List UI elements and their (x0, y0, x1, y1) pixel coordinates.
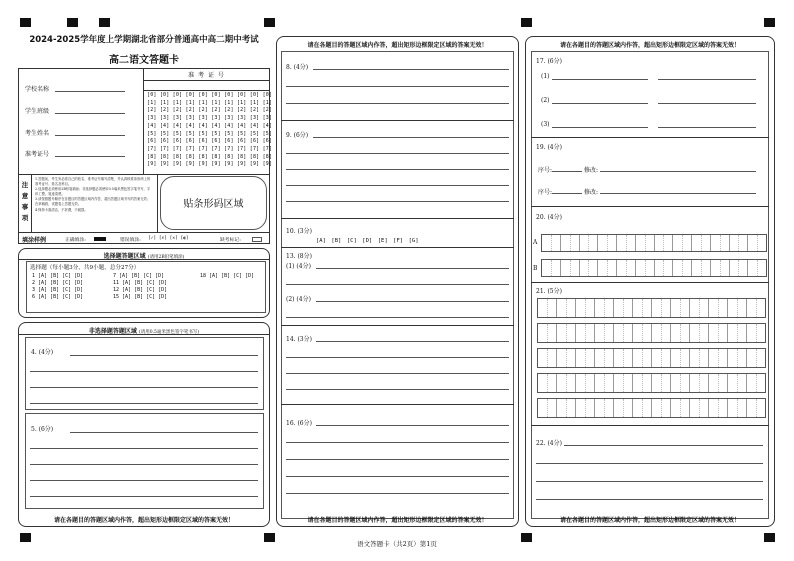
wrong-fill-samples: [✓] [✗] [✕] [◐] (148, 236, 189, 241)
choice-column-3[interactable]: 18 [A] [B] [C] [D] (200, 273, 255, 279)
question-19-order-1: 序号: (538, 167, 553, 174)
page-footer: 语文答题卡（共2页）第1页 (357, 540, 437, 548)
exam-no-field[interactable] (55, 156, 125, 157)
ticket-digit-row[interactable]: [3] [3] [3] [3] [3] [3] [3] [3] [3] [3] (147, 115, 273, 122)
choice-summary: 选择题（每小题3分，共9小题，总分27分） (30, 265, 140, 271)
name-label: 考生姓名 (25, 130, 50, 137)
barcode-area-label: 贴条形码区域 (183, 199, 244, 210)
question-21-grid-row[interactable] (537, 348, 766, 368)
ticket-digit-row[interactable]: [9] [9] [9] [9] [9] [9] [9] [9] [9] [9] (147, 161, 273, 168)
ticket-digit-row[interactable]: [4] [4] [4] [4] [4] [4] [4] [4] [4] [4] (147, 122, 273, 129)
boundary-warning: 请在各题目的答题区域内作答，超出矩形边框限定区域的答案无效！ (307, 517, 488, 524)
question-21-label: 21. (5分) (536, 288, 562, 295)
correct-fill-label: 正确填涂: (65, 238, 86, 243)
ticket-digit-row[interactable]: [7] [7] [7] [7] [7] [7] [7] [7] [7] [7] (147, 145, 273, 152)
answer-box-q5[interactable] (25, 413, 264, 509)
question-4-label: 4. (4分) (31, 349, 54, 356)
school-field[interactable] (55, 91, 125, 92)
column-2-inner-box (281, 51, 514, 519)
ticket-digit-row[interactable]: [2] [2] [2] [2] [2] [2] [2] [2] [2] [2] (147, 107, 273, 114)
question-20-label: 20. (4分) (536, 214, 562, 221)
question-21-grid-row[interactable] (537, 373, 766, 393)
fill-sample-label: 填涂样例 (22, 237, 47, 244)
name-field[interactable] (55, 135, 125, 136)
school-label: 学校名称 (25, 86, 50, 93)
correct-fill-sample (94, 237, 106, 241)
question-20-b-grid[interactable] (541, 259, 767, 277)
question-19-fix-1: 修改: (584, 167, 599, 174)
question-16-label: 16. (6分) (286, 420, 312, 427)
registration-mark (764, 18, 775, 27)
question-20-b-label: B (533, 265, 538, 272)
notice-label: 注 意 事 项 (21, 181, 29, 222)
boundary-warning: 请在各题目的答题区域内作答，超出矩形边框限定区域的答案无效！ (53, 517, 234, 524)
question-20-a-label: A (533, 239, 538, 246)
ticket-digit-row[interactable]: [8] [8] [8] [8] [8] [8] [8] [8] [8] [8] (147, 153, 273, 160)
nonchoice-section-title: 非选择题答题区域 (请用0.5毫米黑色签字笔书写) (88, 328, 200, 335)
question-17-3-label: (3) (541, 121, 550, 128)
question-21-grid-row[interactable] (537, 323, 766, 343)
question-22-label: 22. (4分) (536, 440, 562, 447)
question-19-fix-2: 修改: (584, 189, 599, 196)
boundary-warning: 请在各题目的答题区域内作答，超出矩形边框限定区域的答案无效！ (559, 42, 740, 49)
absent-mark-label: 缺考标记: (220, 238, 241, 243)
question-13-label: 13. (8分) (286, 253, 312, 260)
answer-box-q4[interactable] (25, 337, 264, 410)
question-13-1-label: (1) (4分) (286, 263, 311, 270)
choice-column-1[interactable]: 1 [A] [B] [C] [D] 2 [A] [B] [C] [D] 3 [A] [B] [C] [D] 6 [A] [B] [C] [D] (32, 273, 84, 300)
question-13-2-label: (2) (4分) (286, 296, 311, 303)
ticket-number-label: 准 考 证 号 (188, 72, 225, 79)
choice-section-title: 选择题答题区域 (请用2B铅笔填涂) (103, 253, 185, 260)
ticket-digit-row[interactable]: [1] [1] [1] [1] [1] [1] [1] [1] [1] [1] (147, 99, 273, 106)
absent-mark-box[interactable] (252, 237, 262, 242)
question-10-options[interactable]: [A] [B] [C] [D] [E] [F] [G] (316, 238, 419, 244)
boundary-warning: 请在各题目的答题区域内作答，超出矩形边框限定区域的答案无效！ (307, 42, 488, 49)
question-8-label: 8. (4分) (286, 64, 309, 71)
ticket-digit-row[interactable]: [5] [5] [5] [5] [5] [5] [5] [5] [5] [5] (147, 130, 273, 137)
wrong-fill-label: 错误填涂: (120, 238, 141, 243)
question-10-label: 10. (3分) (286, 228, 312, 235)
registration-mark (99, 18, 110, 27)
exam-no-label: 准考证号 (25, 151, 50, 158)
ticket-number-grid[interactable] (147, 92, 273, 170)
registration-mark (264, 18, 275, 27)
question-19-order-2: 序号: (538, 189, 553, 196)
boundary-warning: 请在各题目的答题区域内作答，超出矩形边框限定区域的答案无效！ (559, 517, 740, 524)
exam-title: 2024-2025学年度上学期湖北省部分普通高中高二期中考试 (29, 35, 259, 45)
question-19-label: 19. (4分) (536, 144, 562, 151)
question-14-label: 14. (3分) (286, 336, 312, 343)
class-field[interactable] (55, 113, 125, 114)
registration-mark (20, 18, 31, 27)
notice-text: 1.答题前，考生务必将自己的姓名、准考证号填写清楚，并认真核准条形码上的准考证号、姓名及科目。 2.选择题必须使用2B铅笔填涂；非选择题必须使用0.5毫米黑色签字笔书写，字体工整、笔迹清楚。 3.请按照题号顺序在各题目的答题区域内作答，超出答题区域书写的答案无效；在草稿纸、试题卷上答题无效。 4.保持卡面清洁，不折叠，不破损。 (35, 177, 151, 212)
ticket-digit-row[interactable]: [0] [0] [0] [0] [0] [0] [0] [0] [0] [0] (147, 92, 273, 98)
question-9-label: 9. (6分) (286, 132, 309, 139)
question-17-2-label: (2) (541, 97, 550, 104)
question-17-label: 17. (6分) (536, 58, 562, 65)
card-title: 高二语文答题卡 (109, 55, 179, 66)
registration-mark (521, 18, 532, 27)
question-5-label: 5. (6分) (31, 426, 54, 433)
question-17-1-label: (1) (541, 73, 550, 80)
question-21-grid-row[interactable] (537, 298, 766, 318)
column-3-inner-box (531, 51, 769, 519)
choice-column-2[interactable]: 7 [A] [B] [C] [D] 11 [A] [B] [C] [D] 12 [A] [B] [C] [D] 15 [A] [B] [C] [D] (113, 273, 168, 300)
class-label: 学生班级 (25, 108, 50, 115)
ticket-digit-row[interactable]: [6] [6] [6] [6] [6] [6] [6] [6] [6] [6] (147, 138, 273, 145)
registration-mark (67, 18, 78, 27)
question-21-grid-row[interactable] (537, 398, 766, 418)
question-20-a-grid[interactable] (541, 234, 767, 252)
